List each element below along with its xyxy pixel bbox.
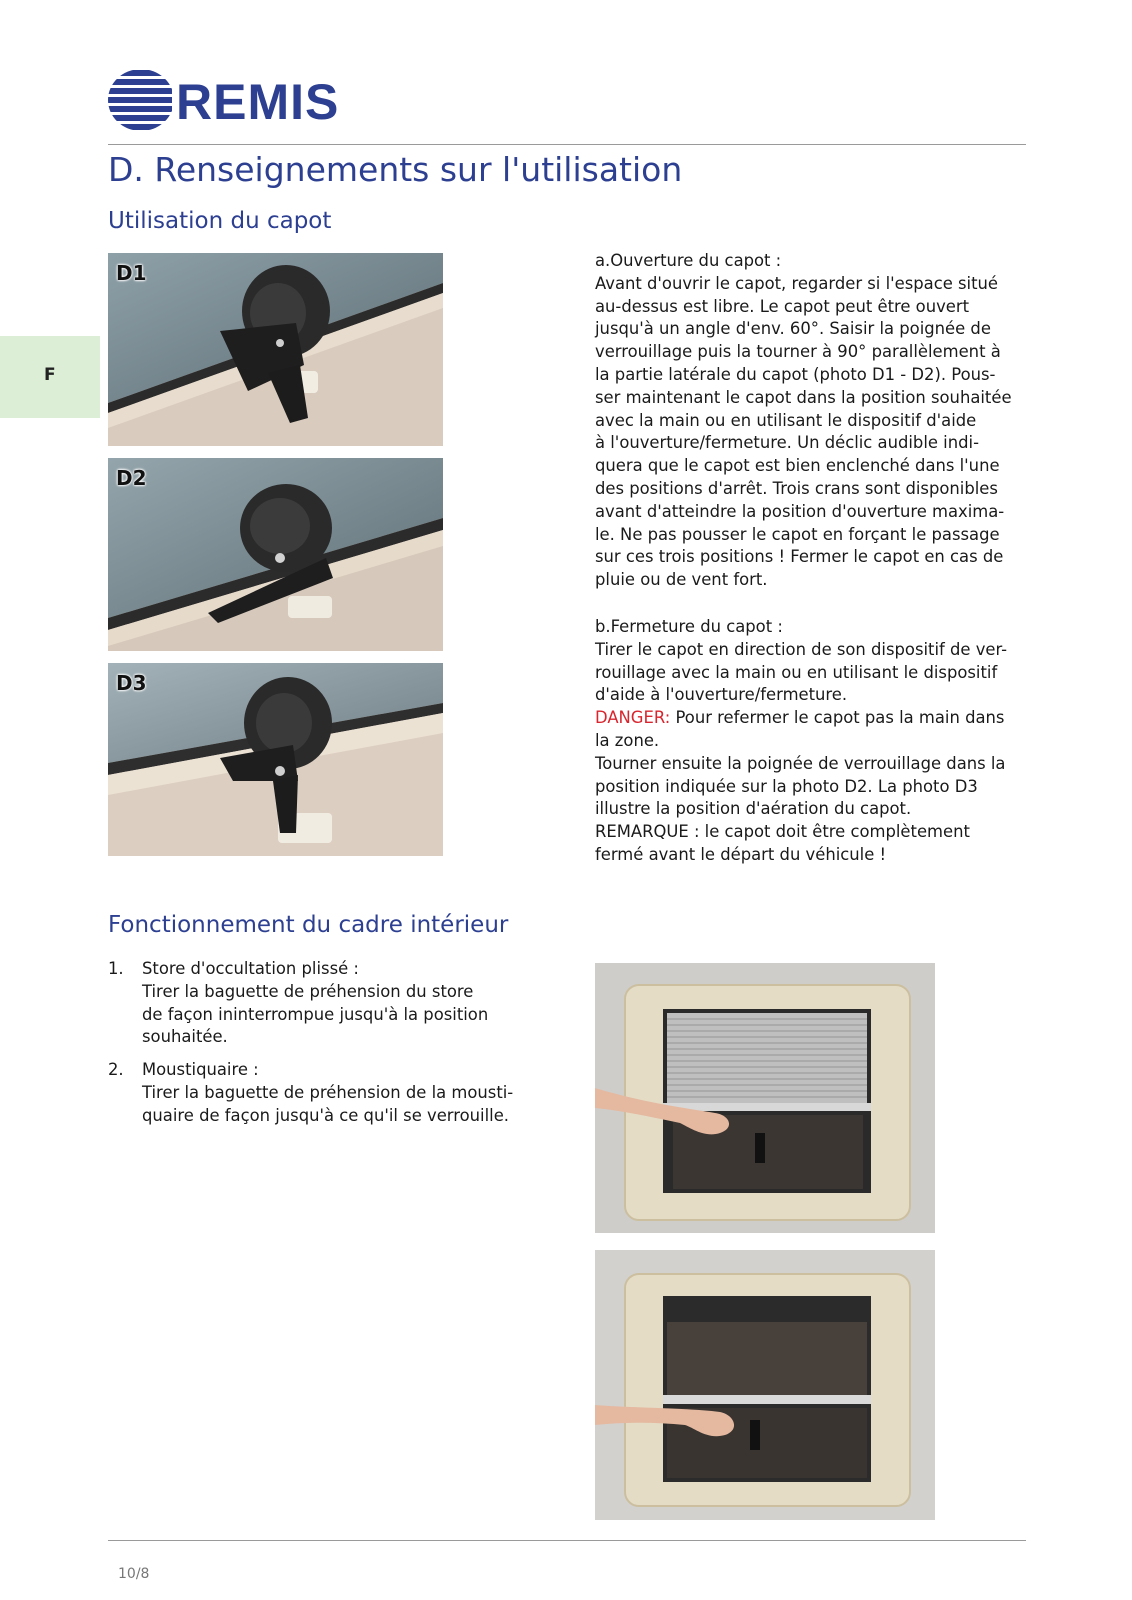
photo-label-d3: D3 (116, 671, 147, 695)
opening-line: le. Ne pas pousser le capot en forçant le passage (595, 524, 1000, 544)
closing-heading: b.Fermeture du capot : (595, 617, 783, 636)
danger-line (595, 707, 1035, 730)
section-heading-hood: Utilisation du capot (108, 208, 332, 234)
opening-line: quera que le capot est bien enclenché dans l'une (595, 456, 1000, 476)
page-number: 10/8 (118, 1566, 150, 1582)
closing-line: fermé avant le départ du véhicule ! (595, 844, 887, 864)
opening-heading: a.Ouverture du capot : (595, 251, 782, 270)
list-item-number: 2. (108, 1060, 124, 1079)
language-tab (0, 336, 100, 418)
list-item-number: 1. (108, 959, 124, 978)
closing-line: position indiquée sur la photo D2. La photo D3 (595, 776, 978, 796)
opening-line: avec la main ou en utilisant le dispositif d'aide (595, 410, 977, 430)
list-item-title: Store d'occultation plissé : (142, 959, 359, 978)
opening-line: à l'ouverture/fermeture. Un déclic audible indi- (595, 433, 979, 453)
photo-d3 (108, 663, 443, 856)
danger-text: Pour refermer le capot pas la main dans (670, 708, 1005, 728)
list-item-body (142, 981, 562, 1049)
opening-line: au-dessus est libre. Le capot peut être ouvert (595, 296, 970, 316)
section-heading-frame: Fonctionnement du cadre intérieur (108, 912, 509, 938)
opening-line: ser maintenant le capot dans la position souhaitée (595, 387, 1012, 407)
danger-continuation: la zone. (595, 730, 660, 750)
opening-line: verrouillage puis la tourner à 90° parallèlement à (595, 342, 1001, 362)
photo-label-d1: D1 (116, 261, 147, 285)
opening-line: la partie latérale du capot (photo D1 - D2). Pous- (595, 364, 996, 384)
list-item-title: Moustiquaire : (142, 1060, 259, 1079)
closing-instructions (595, 616, 1035, 867)
closing-line: d'aide à l'ouverture/fermeture. (595, 685, 848, 705)
photo-d1 (108, 253, 443, 446)
opening-instructions (595, 250, 1035, 592)
list-item-line: Tirer la baguette de préhension de la mousti- (142, 1083, 514, 1102)
photo-mosquito-net (595, 1250, 935, 1520)
closing-line: REMARQUE : le capot doit être complètement (595, 822, 970, 842)
photo-label-d2: D2 (116, 466, 147, 490)
list-item-body (142, 1082, 562, 1128)
photo-d2 (108, 458, 443, 651)
closing-line: illustre la position d'aération du capot. (595, 799, 912, 819)
photo-blind (595, 963, 935, 1233)
opening-line: jusqu'à un angle d'env. 60°. Saisir la poignée de (595, 319, 991, 339)
list-item-line: quaire de façon jusqu'à ce qu'il se verrouille. (142, 1105, 509, 1125)
brand-name: REMIS (176, 74, 340, 130)
danger-label: DANGER: (595, 708, 671, 728)
closing-line: Tirer le capot en direction de son dispositif de ver- (595, 639, 1008, 659)
opening-line: sur ces trois positions ! Fermer le capot en cas de (595, 547, 1004, 567)
opening-line: pluie ou de vent fort. (595, 570, 768, 590)
opening-line: avant d'atteindre la position d'ouverture maxima- (595, 501, 1005, 521)
closing-line: Tourner ensuite la poignée de verrouillage dans la (595, 753, 1006, 773)
footer-divider (108, 1540, 1026, 1541)
list-item-line: de façon ininterrompue jusqu'à la position (142, 1004, 489, 1024)
list-item-line: Tirer la baguette de préhension du store (142, 981, 474, 1001)
opening-line: des positions d'arrêt. Trois crans sont disponibles (595, 478, 998, 498)
globe-logo-icon (108, 68, 172, 132)
opening-line: Avant d'ouvrir le capot, regarder si l'espace situé (595, 273, 999, 293)
list-item-line: souhaitée. (142, 1027, 228, 1047)
header-divider (108, 144, 1026, 145)
page-title: D. Renseignements sur l'utilisation (108, 150, 683, 189)
closing-line: rouillage avec la main ou en utilisant le dispositif (595, 662, 998, 682)
language-tab-label: F (44, 365, 56, 385)
